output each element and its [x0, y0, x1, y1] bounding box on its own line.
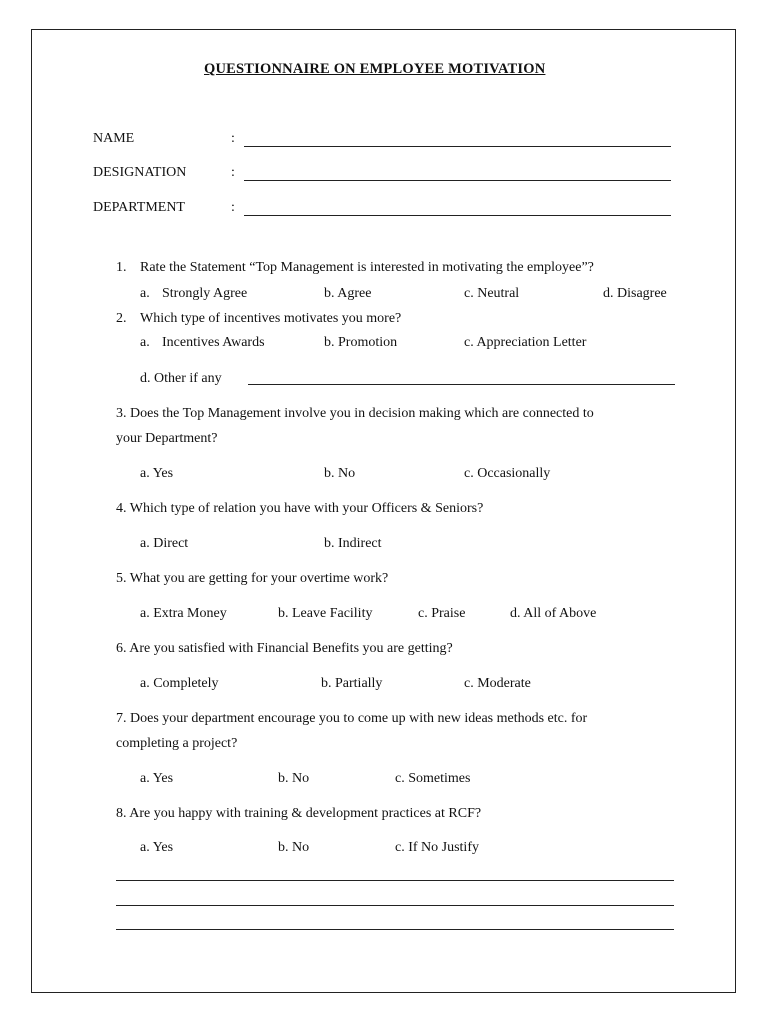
- q2-other-input-line[interactable]: [248, 384, 675, 385]
- q1-option-c[interactable]: c. Neutral: [464, 286, 520, 301]
- q2-option-b[interactable]: b. Promotion: [324, 335, 398, 350]
- justify-line-1[interactable]: [116, 880, 674, 881]
- q8-option-a[interactable]: a. Yes: [140, 840, 174, 855]
- q3-text-line2: your Department?: [116, 431, 218, 446]
- q1-option-d[interactable]: d. Disagree: [603, 286, 667, 301]
- designation-label: DESIGNATION: [93, 165, 187, 180]
- q3-option-c[interactable]: c. Occasionally: [464, 466, 551, 481]
- q2-option-d[interactable]: d. Other if any: [140, 371, 222, 386]
- name-colon: :: [231, 131, 235, 146]
- designation-input-line[interactable]: [244, 180, 671, 181]
- q8-option-c[interactable]: c. If No Justify: [395, 840, 479, 855]
- q5-option-c[interactable]: c. Praise: [418, 606, 466, 621]
- q5-option-a[interactable]: a. Extra Money: [140, 606, 227, 621]
- q2-option-a[interactable]: Incentives Awards: [162, 335, 265, 350]
- q1-option-a[interactable]: Strongly Agree: [162, 286, 248, 301]
- q4-option-a[interactable]: a. Direct: [140, 536, 189, 551]
- q2-text: Which type of incentives motivates you more?: [140, 311, 402, 326]
- department-colon: :: [231, 200, 235, 215]
- designation-colon: :: [231, 165, 235, 180]
- q8-text: 8. Are you happy with training & development practices at RCF?: [116, 806, 482, 821]
- name-label: NAME: [93, 131, 135, 146]
- q7-text-line2: completing a project?: [116, 736, 238, 751]
- q8-option-b[interactable]: b. No: [278, 840, 310, 855]
- q6-option-a[interactable]: a. Completely: [140, 676, 219, 691]
- q2-number: 2.: [116, 311, 127, 326]
- q7-option-c[interactable]: c. Sometimes: [395, 771, 471, 786]
- name-input-line[interactable]: [244, 146, 671, 147]
- q2-option-a-marker: a.: [140, 335, 150, 350]
- q5-option-d[interactable]: d. All of Above: [510, 606, 597, 621]
- q4-option-b[interactable]: b. Indirect: [324, 536, 382, 551]
- q2-option-c[interactable]: c. Appreciation Letter: [464, 335, 587, 350]
- q5-option-b[interactable]: b. Leave Facility: [278, 606, 373, 621]
- q1-option-b[interactable]: b. Agree: [324, 286, 372, 301]
- q4-text: 4. Which type of relation you have with your Officers & Seniors?: [116, 501, 484, 516]
- q3-option-a[interactable]: a. Yes: [140, 466, 174, 481]
- q1-text: Rate the Statement “Top Management is interested in motivating the employee”?: [140, 260, 594, 275]
- q7-option-b[interactable]: b. No: [278, 771, 310, 786]
- page-title: QUESTIONNAIRE ON EMPLOYEE MOTIVATION: [204, 61, 546, 77]
- q7-option-a[interactable]: a. Yes: [140, 771, 174, 786]
- q1-number: 1.: [116, 260, 127, 275]
- department-input-line[interactable]: [244, 215, 671, 216]
- q3-option-b[interactable]: b. No: [324, 466, 356, 481]
- q7-text-line1: 7. Does your department encourage you to come up with new ideas methods etc. for: [116, 711, 588, 726]
- q6-text: 6. Are you satisfied with Financial Benefits you are getting?: [116, 641, 453, 656]
- justify-line-3[interactable]: [116, 929, 674, 930]
- q6-option-b[interactable]: b. Partially: [321, 676, 383, 691]
- q1-option-a-marker: a.: [140, 286, 150, 301]
- justify-line-2[interactable]: [116, 905, 674, 906]
- department-label: DEPARTMENT: [93, 200, 185, 215]
- q5-text: 5. What you are getting for your overtime work?: [116, 571, 389, 586]
- q3-text-line1: 3. Does the Top Management involve you in decision making which are connected to: [116, 406, 594, 421]
- q6-option-c[interactable]: c. Moderate: [464, 676, 531, 691]
